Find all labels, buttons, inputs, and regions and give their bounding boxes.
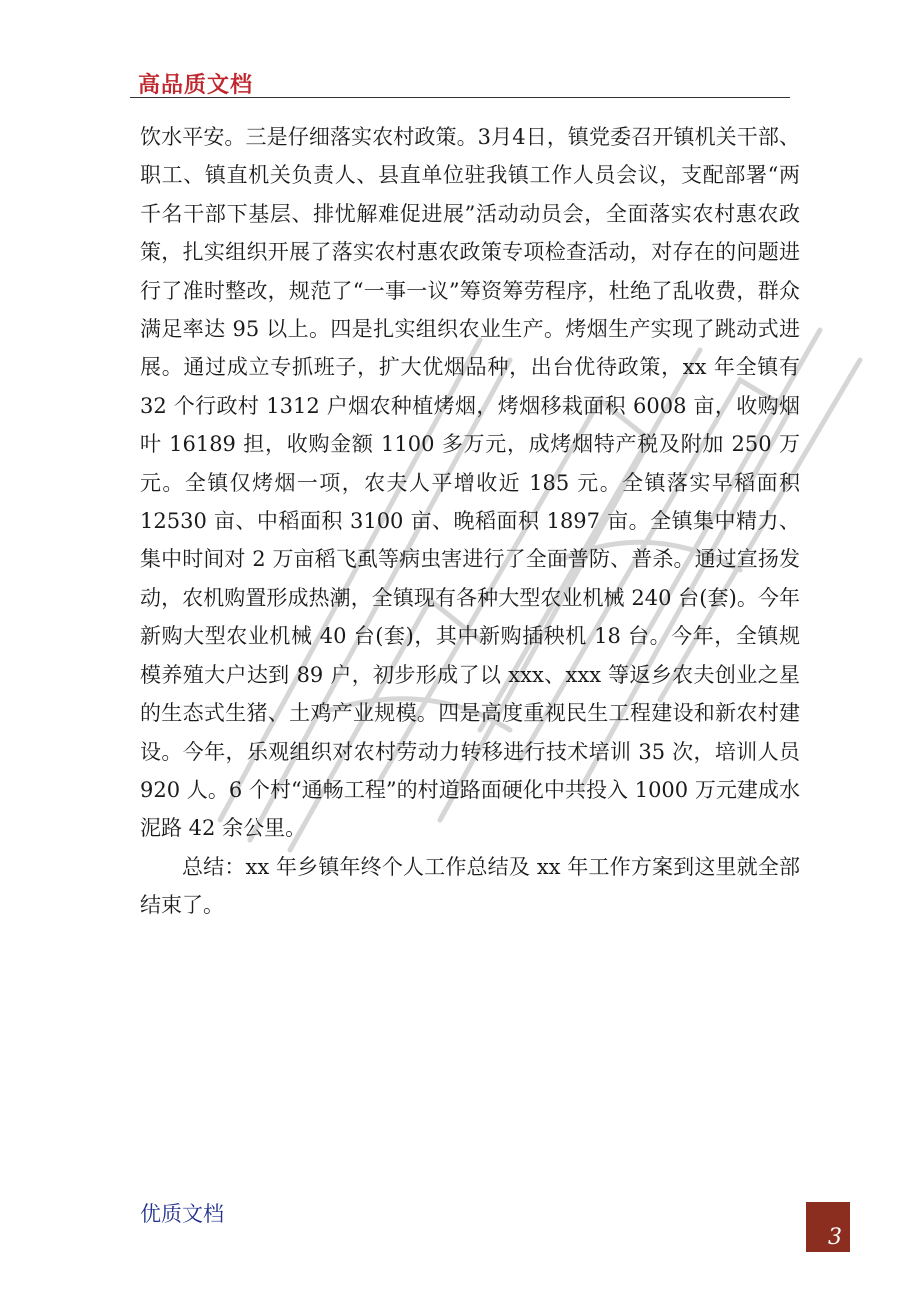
header-title: 高品质文档 xyxy=(138,73,254,98)
summary-paragraph: 总结：xx 年乡镇年终个人工作总结及 xx 年工作方案到这里就全部结束了。 xyxy=(140,854,800,918)
body-paragraph: 饮水平安。三是仔细落实农村政策。3月4日，镇党委召开镇机关干部、职工、镇直机关负责人、县直单位驻我镇工作人员会议，支配部署“两千名干部下基层、排忧解难促进展”活动动员会，全面落实农村惠农政策，扎实组织开展了落实农村惠农政策专项检查活动，对存在的问题进行了准时整改，规范了“一事一议”筹资筹劳程序，杜绝了乱收费，群众满足率达 95 以上。四是扎实组织农业生产。烤烟生产实现了跳动式进展。通过成立专抓班子，扩大优烟品种，出台优待政策，xx 年全镇有 32 个行政村 1312 户烟农种植烤烟，烤烟移栽面积 6008 亩，收购烟叶 16189 担，收购金额 1100 多万元，成烤烟特产税及附加 250 万元。全镇仅烤烟一项，农夫人平增收近 185 元。全镇落实早稻面积 12530 亩、中稻面积 3100 亩、晚稻面积 1897 亩。全镇集中精力、集中时间对 2 万亩稻飞虱等病虫害进行了全面普防、普杀。通过宣扬发动，农机购置形成热潮，全镇现有各种大型农业机械 240 台(套)。今年新购大型农业机械 40 台(套)，其中新购插秧机 18 台。今年，全镇规模养殖大户达到 89 户，初步形成了以 xxx、xxx 等返乡农夫创业之星的生态式生猪、土鸡产业规模。四是高度重视民生工程建设和新农村建设。今年，乐观组织对农村劳动力转移进行技术培训 35 次，培训人员 920 人。6 个村“通畅工程”的村道路面硬化中共投入 1000 万元建成水泥路 42 余公里。 xyxy=(140,125,800,841)
header-divider xyxy=(130,97,790,98)
footer-title: 优质文档 xyxy=(140,1202,224,1226)
page-number-badge xyxy=(806,1202,850,1252)
document-body xyxy=(140,118,800,925)
page-number: 3 xyxy=(828,1225,842,1250)
